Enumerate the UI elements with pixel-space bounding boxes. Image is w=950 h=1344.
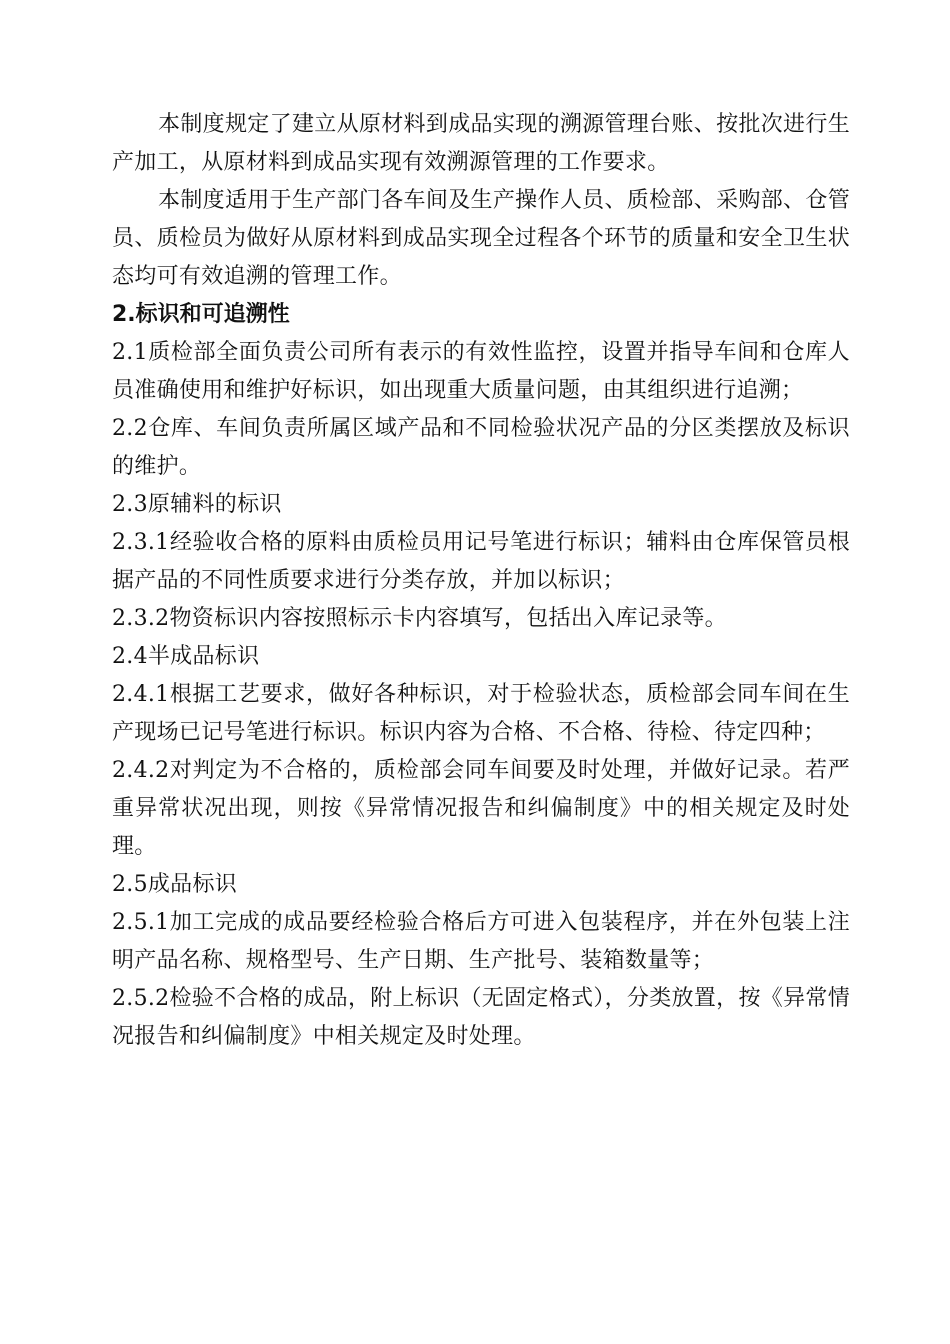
item-2-3-heading: 2.3原辅料的标识 — [112, 492, 282, 517]
section-heading: 2.标识和可追溯性 — [112, 302, 290, 327]
item-2-4-1: 2.4.1根据工艺要求，做好各种标识，对于检验状态，质检部会同车间在生产现场已记号笔进行标识。标识内容为合格、不合格、待检、待定四种； — [112, 682, 850, 745]
item-2-4-heading: 2.4半成品标识 — [112, 644, 260, 669]
item-2-4-2: 2.4.2对判定为不合格的，质检部会同车间要及时处理，并做好记录。若严重异常状况出现，则按《异常情况报告和纠偏制度》中的相关规定及时处理。 — [112, 758, 850, 859]
item-2-1: 2.1质检部全面负责公司所有表示的有效性监控，设置并指导车间和仓库人员准确使用和维护好标识，如出现重大质量问题，由其组织进行追溯； — [112, 340, 850, 403]
item-2-3-2: 2.3.2物资标识内容按照标示卡内容填写，包括出入库记录等。 — [112, 606, 727, 631]
item-2-5-heading: 2.5成品标识 — [112, 872, 238, 897]
item-2-5-2: 2.5.2检验不合格的成品，附上标识（无固定格式），分类放置，按《异常情况报告和纠偏制度》中相关规定及时处理。 — [112, 986, 850, 1049]
item-2-3-1: 2.3.1经验收合格的原料由质检员用记号笔进行标识；辅料由仓库保管员根据产品的不同性质要求进行分类存放，并加以标识； — [112, 530, 850, 593]
intro-paragraph-scope: 本制度规定了建立从原材料到成品实现的溯源管理台账、按批次进行生产加工，从原材料到成品实现有效溯源管理的工作要求。 — [112, 112, 850, 175]
item-2-2: 2.2仓库、车间负责所属区域产品和不同检验状况产品的分区类摆放及标识的维护。 — [112, 416, 850, 479]
item-2-5-1: 2.5.1加工完成的成品要经检验合格后方可进入包装程序，并在外包装上注明产品名称、规格型号、生产日期、生产批号、装箱数量等； — [112, 910, 850, 973]
intro-paragraph-applicability: 本制度适用于生产部门各车间及生产操作人员、质检部、采购部、仓管员、质检员为做好从原材料到成品实现全过程各个环节的质量和安全卫生状态均可有效追溯的管理工作。 — [112, 188, 850, 289]
